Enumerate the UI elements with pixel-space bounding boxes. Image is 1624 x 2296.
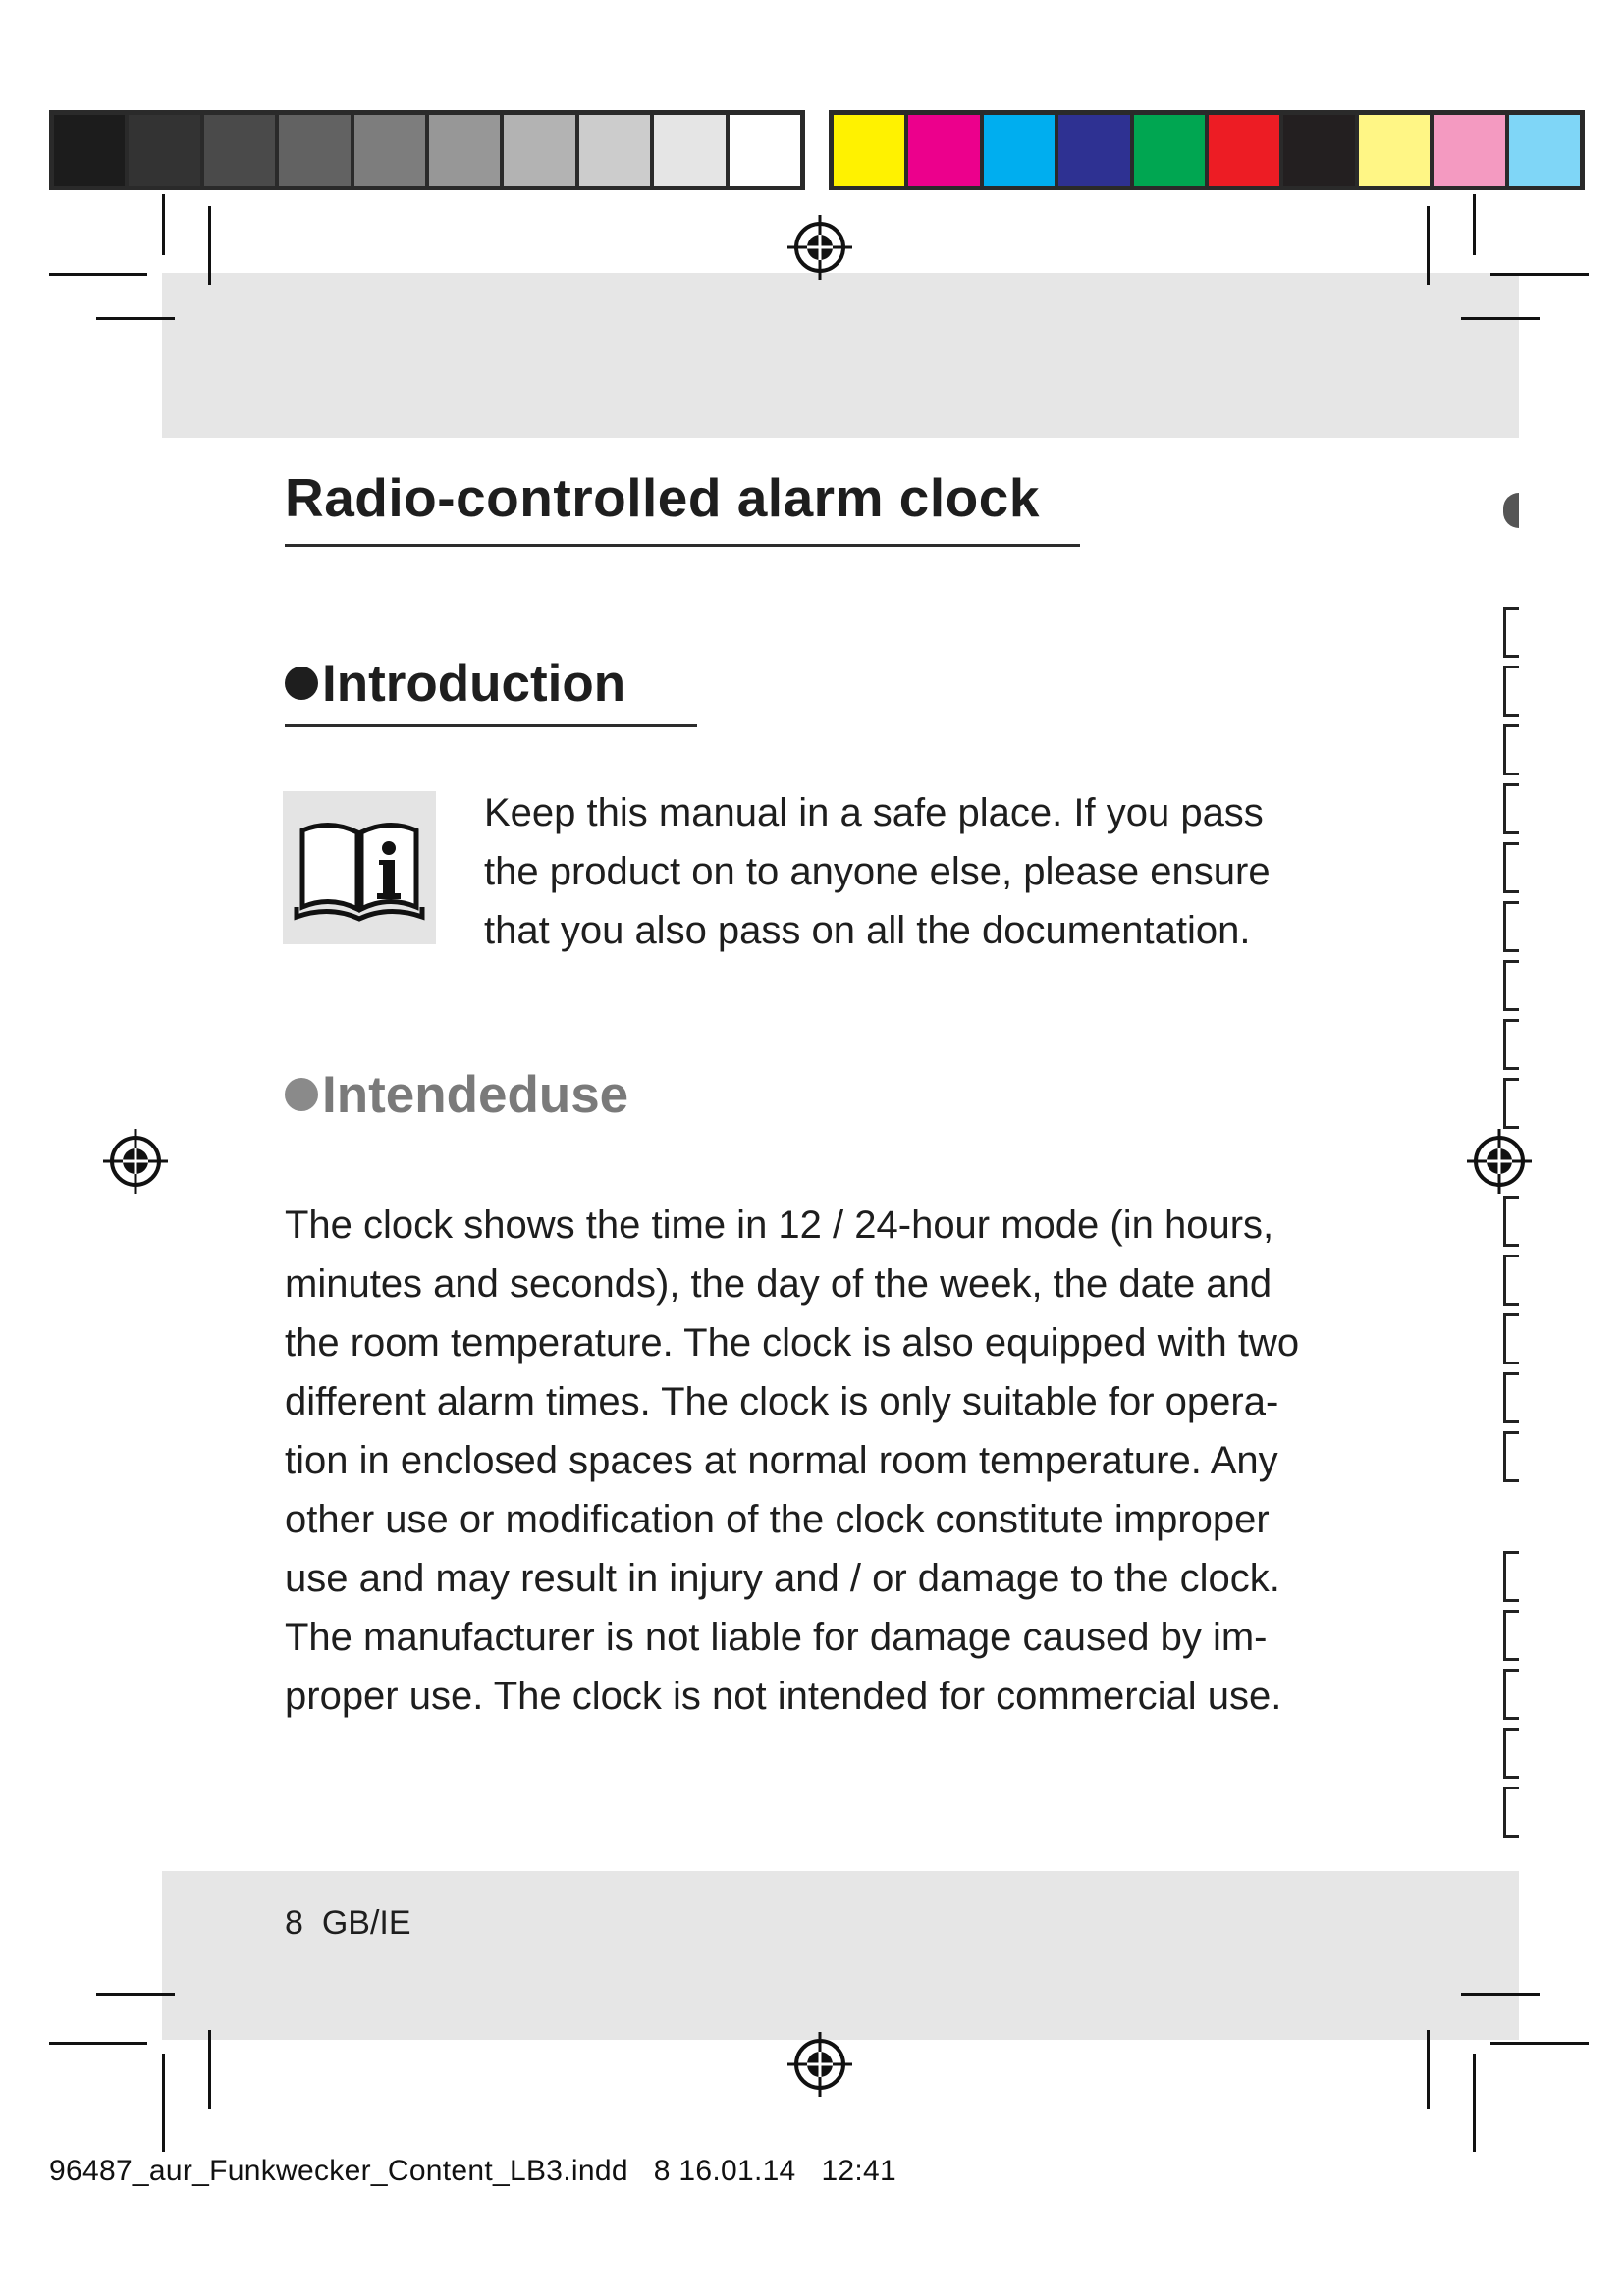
section-heading-introduction (285, 654, 625, 714)
edge-tab (1503, 666, 1519, 717)
edge-tab (1503, 901, 1519, 952)
section-bullet-icon (285, 667, 318, 700)
edge-tab (1503, 1431, 1519, 1482)
registration-mark-icon (101, 1127, 170, 1196)
edge-tab (1503, 724, 1519, 775)
edge-tab (1503, 1728, 1519, 1779)
color-swatch (834, 115, 908, 186)
edge-tab (1503, 607, 1519, 658)
intended-use-text: The clock shows the time in 12 / 24-hour mode (in hours, minutes and seconds), the day of the week, the date and the room temperature. The clock is also equipped with two different alarm times. The clock is only suitable for opera- tion in enclosed spaces at normal room temperature. Any other use or modification of the clock constitute improper use and may result in injury and / or damage to the clock. The manufacturer is not liable for damage caused by im- proper use. The clock is not intended for commercial use. (285, 1203, 1300, 1718)
edge-tab (1503, 783, 1519, 834)
edge-tab (1503, 1551, 1519, 1602)
edge-bullet (1503, 493, 1519, 528)
edge-tab (1503, 842, 1519, 893)
registration-mark-icon (785, 2030, 854, 2099)
color-swatch (579, 115, 654, 186)
crop-mark (1473, 2054, 1476, 2152)
crop-mark (1473, 194, 1476, 255)
color-swatch (504, 115, 578, 186)
crop-mark (96, 317, 175, 320)
color-swatch (204, 115, 279, 186)
color-swatch (1509, 115, 1580, 186)
color-calibration-bar (829, 110, 1585, 190)
section-heading-intended-use (285, 1065, 628, 1125)
crop-mark (49, 2042, 147, 2045)
crop-mark (1427, 206, 1430, 285)
header-band (162, 273, 1519, 438)
crop-mark (162, 2054, 165, 2152)
color-swatch (908, 115, 983, 186)
edge-tab (1503, 960, 1519, 1011)
section-underline (285, 724, 697, 727)
color-swatch (1359, 115, 1434, 186)
color-swatch (429, 115, 504, 186)
color-swatch (654, 115, 729, 186)
edge-tab (1503, 1787, 1519, 1838)
color-swatch (1283, 115, 1358, 186)
introduction-text: Keep this manual in a safe place. If you pass the product on to anyone else, please ensure that you also pass on all the documentation. (484, 791, 1271, 952)
registration-mark-icon (1465, 1127, 1534, 1196)
crop-mark (1461, 317, 1540, 320)
color-swatch (279, 115, 353, 186)
gray-calibration-bar (49, 110, 805, 190)
color-swatch (1134, 115, 1209, 186)
crop-mark (96, 1993, 175, 1996)
color-swatch (354, 115, 429, 186)
edge-tab (1503, 1372, 1519, 1423)
registration-mark-icon (785, 213, 854, 282)
page-number: 8 (285, 1904, 303, 1942)
section-bullet-icon (285, 1078, 318, 1111)
edge-tab (1503, 1019, 1519, 1070)
color-swatch (54, 115, 129, 186)
print-slug: 96487_aur_Funkwecker_Content_LB3.indd 8 16.01.14 12:41 (49, 2155, 897, 2187)
color-swatch (984, 115, 1058, 186)
edge-tab (1503, 1669, 1519, 1720)
crop-mark (208, 206, 211, 285)
crop-mark (1427, 2030, 1430, 2109)
page-locale: GB/IE (321, 1904, 411, 1942)
crop-mark (1490, 2042, 1589, 2045)
manual-info-icon (283, 791, 436, 944)
color-swatch (1434, 115, 1508, 186)
color-swatch (730, 115, 800, 186)
edge-tab (1503, 1196, 1519, 1247)
color-swatch (129, 115, 203, 186)
title-underline (285, 544, 1080, 547)
crop-mark (49, 273, 147, 276)
crop-mark (162, 194, 165, 255)
edge-tab (1503, 1610, 1519, 1661)
crop-mark (1461, 1993, 1540, 1996)
crop-mark (1490, 273, 1589, 276)
section-heading-text: Introduction (322, 655, 626, 713)
color-swatch (1058, 115, 1133, 186)
edge-tab (1503, 1313, 1519, 1364)
crop-mark (208, 2030, 211, 2109)
page-footer (285, 1904, 411, 1943)
section-heading-text: Intendeduse (322, 1066, 629, 1124)
page-title: Radio-controlled alarm clock (285, 467, 1040, 528)
edge-tab (1503, 1255, 1519, 1306)
color-swatch (1209, 115, 1283, 186)
footer-band (162, 1871, 1519, 2040)
edge-tab (1503, 1078, 1519, 1129)
